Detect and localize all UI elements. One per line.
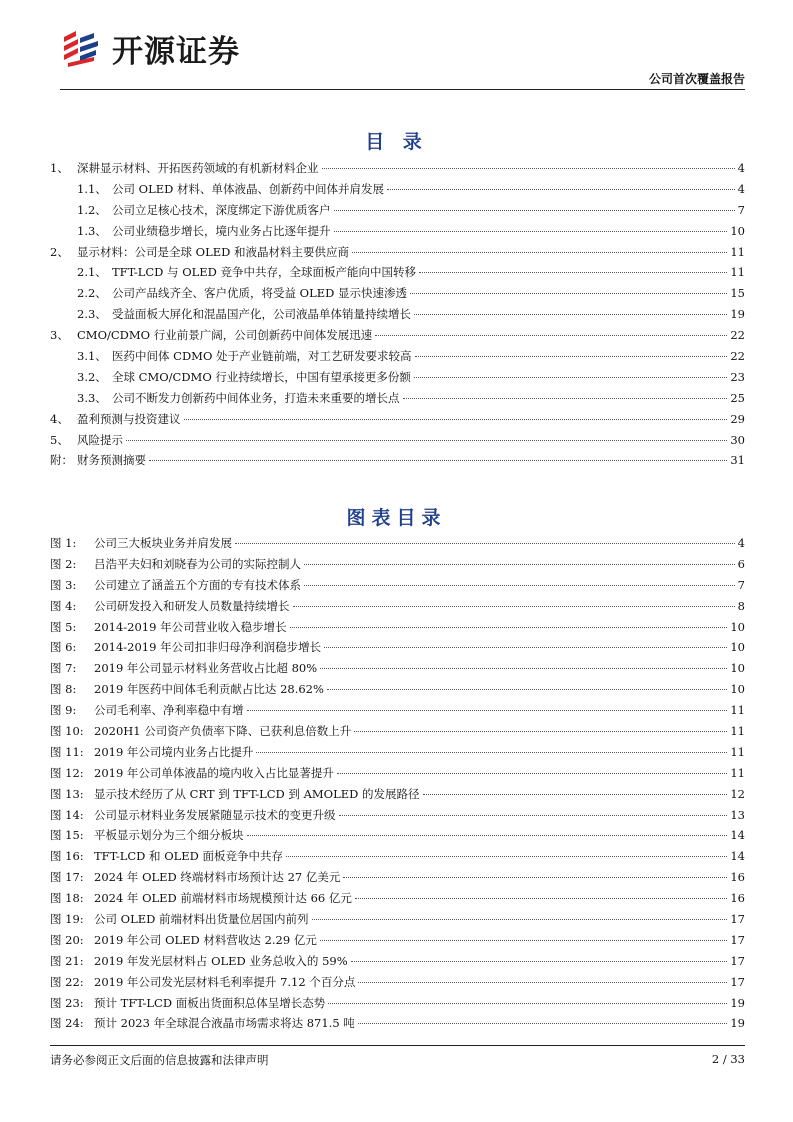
toc-entry-number: 2.3、: [77, 307, 107, 322]
figure-entry-page: 10: [730, 640, 745, 655]
figure-leader-dots: [304, 564, 735, 565]
figure-entry-number: 图 10:: [50, 724, 84, 739]
figure-leader-dots: [358, 1023, 728, 1024]
figure-entry[interactable]: [50, 974, 745, 995]
figure-leader-dots: [351, 961, 728, 962]
toc-entry[interactable]: [50, 160, 745, 181]
figure-entry-title[interactable]: 2019 年医药中间体毛利贡献占比达 28.62%: [94, 682, 324, 697]
figure-entry-title[interactable]: 2019 年公司单体液晶的境内收入占比显著提升: [94, 765, 334, 780]
figure-entry-number: 图 9:: [50, 703, 77, 718]
figure-entry-title[interactable]: 公司三大板块业务并肩发展: [94, 536, 232, 550]
figure-entry-title[interactable]: 2019 年公司境内业务占比提升: [94, 744, 254, 759]
figure-entry[interactable]: [50, 723, 745, 744]
figure-entry-number: 图 7:: [50, 661, 77, 676]
toc-leader-dots: [126, 440, 727, 441]
figure-leader-dots: [304, 585, 735, 586]
toc-entry-page: 30: [730, 432, 745, 447]
toc-leader-dots: [375, 335, 727, 336]
figure-entry-title[interactable]: 2020H1 公司资产负债率下降、已获利息倍数上升: [94, 724, 352, 739]
toc-entry[interactable]: [50, 369, 745, 390]
toc-entry-page: 4: [737, 161, 745, 175]
figure-entry-title[interactable]: 2024 年 OLED 前端材料市场规模预计达 66 亿元: [94, 891, 352, 906]
figure-entry[interactable]: [50, 995, 745, 1016]
figure-entry-page: 13: [730, 807, 745, 822]
figure-leader-dots: [337, 773, 727, 774]
figure-entry-page: 4: [737, 536, 745, 550]
toc-entry-page: 11: [730, 265, 745, 280]
brand-logo: [60, 26, 240, 71]
toc-entry-number: 3.3、: [77, 390, 107, 405]
figure-entry-page: 11: [730, 724, 745, 739]
toc-entry-number: 1.3、: [77, 223, 107, 238]
figure-entry[interactable]: [50, 702, 745, 723]
figure-entry-number: 图 11:: [50, 744, 84, 759]
toc-entry-page: 25: [730, 390, 745, 405]
toc-leader-dots: [149, 460, 727, 461]
figure-entry-number: 图 1:: [50, 536, 77, 550]
toc-leader-dots: [184, 419, 728, 420]
figure-entry-page: 6: [737, 556, 745, 571]
toc-entry[interactable]: [50, 348, 745, 369]
figure-entry-page: 17: [730, 932, 745, 947]
figure-leader-dots: [290, 627, 728, 628]
toc-entry-page: 31: [730, 453, 745, 468]
page-footer: [50, 1045, 745, 1068]
toc-entry[interactable]: [50, 202, 745, 223]
toc-entry-number: 1、: [50, 161, 69, 175]
toc-entry[interactable]: [50, 306, 745, 327]
toc-entry-number: 3.1、: [77, 349, 107, 364]
figure-entry[interactable]: [50, 660, 745, 681]
figure-entry-page: 16: [730, 870, 745, 885]
figure-entry-number: 图 14:: [50, 807, 84, 822]
toc-entry-title[interactable]: 财务预测摘要: [77, 453, 146, 468]
figure-entry-number: 图 23:: [50, 995, 84, 1010]
figure-entry-title[interactable]: 平板显示划分为三个细分板块: [94, 828, 244, 843]
figure-leader-dots: [324, 647, 727, 648]
toc-entry-title[interactable]: 显示材料：公司是全球 OLED 和液晶材料主要供应商: [77, 244, 349, 259]
figure-list: [50, 535, 745, 1036]
figure-entry-number: 图 15:: [50, 828, 84, 843]
figure-entry-number: 图 4:: [50, 598, 77, 613]
toc-entry[interactable]: [50, 285, 745, 306]
page-number: 2 / 33: [711, 1052, 745, 1066]
toc-entry[interactable]: [50, 327, 745, 348]
figure-entry-title[interactable]: 预计 TFT-LCD 面板出货面积总体呈增长态势: [94, 995, 326, 1010]
toc-entry-title[interactable]: 公司立足核心技术，深度绑定下游优质客户: [112, 202, 331, 217]
figure-entry-page: 10: [730, 661, 745, 676]
figure-leader-dots: [293, 606, 735, 607]
toc-leader-dots: [334, 210, 735, 211]
toc-leader-dots: [334, 231, 728, 232]
figure-entry-title[interactable]: 显示技术经历了从 CRT 到 TFT-LCD 到 AMOLED 的发展路径: [94, 786, 420, 801]
toc-entry[interactable]: [50, 432, 745, 453]
footer-divider: [50, 1045, 745, 1046]
figure-entry-number: 图 2:: [50, 556, 77, 571]
figure-entry-page: 16: [730, 891, 745, 906]
toc-entry[interactable]: [50, 181, 745, 202]
toc-entry-page: 22: [730, 328, 745, 343]
toc-leader-dots: [322, 168, 735, 169]
figure-entry-number: 图 20:: [50, 932, 84, 947]
toc-entry-title[interactable]: TFT-LCD 与 OLED 竞争中共存，全球面板产能向中国转移: [112, 265, 417, 280]
figure-entry[interactable]: [50, 535, 745, 556]
figure-entry-number: 图 18:: [50, 891, 84, 906]
figure-entry-page: 8: [737, 598, 745, 613]
toc-leader-dots: [410, 293, 727, 294]
figure-entry-page: 17: [730, 974, 745, 989]
figure-leader-dots: [354, 731, 727, 732]
figure-entry-number: 图 8:: [50, 682, 77, 697]
figure-leader-dots: [247, 835, 728, 836]
figure-entry-title[interactable]: 2014-2019 年公司营业收入稳步增长: [94, 619, 287, 634]
figure-leader-dots: [320, 940, 728, 941]
figure-entry-page: 7: [737, 577, 745, 592]
toc-entry[interactable]: [50, 223, 745, 244]
figure-leader-dots: [312, 919, 728, 920]
toc-entry-page: 29: [730, 411, 745, 426]
toc-leader-dots: [352, 252, 727, 253]
figure-entry-title[interactable]: 公司建立了涵盖五个方面的专有技术体系: [94, 577, 301, 592]
toc-entry[interactable]: [50, 390, 745, 411]
figure-entry[interactable]: [50, 556, 745, 577]
report-type: 公司首次覆盖报告: [648, 72, 745, 86]
toc-entry[interactable]: [50, 411, 745, 432]
figure-entry-page: 14: [730, 828, 745, 843]
figure-entry[interactable]: [50, 869, 745, 890]
figure-entry-number: 图 17:: [50, 870, 84, 885]
toc-entry-title[interactable]: 深耕显示材料、开拓医药领域的有机新材料企业: [77, 161, 319, 175]
figure-entry[interactable]: [50, 639, 745, 660]
toc-entry-page: 19: [730, 307, 745, 322]
figure-entry-number: 图 12:: [50, 765, 84, 780]
toc-entry-number: 3、: [50, 328, 69, 343]
toc-leader-dots: [419, 272, 727, 273]
toc-entry-page: 7: [737, 202, 745, 217]
figure-entry-page: 10: [730, 619, 745, 634]
figure-entry-number: 图 5:: [50, 619, 77, 634]
toc-leader-dots: [415, 356, 728, 357]
footer-disclaimer: 请务必参阅正文后面的信息披露和法律声明: [50, 1053, 269, 1067]
toc-leader-dots: [414, 314, 727, 315]
figure-entry-title[interactable]: 2019 年公司显示材料业务营收占比超 80%: [94, 661, 318, 676]
toc-entry-number: 5、: [50, 432, 69, 447]
figure-entry-title[interactable]: 2024 年 OLED 终端材料市场预计达 27 亿美元: [94, 870, 341, 885]
figure-entry-page: 17: [730, 912, 745, 927]
figure-entry[interactable]: [50, 765, 745, 786]
toc-entry-page: 4: [737, 181, 745, 196]
toc-entry-title[interactable]: 盈利预测与投资建议: [77, 411, 181, 426]
figure-leader-dots: [343, 877, 727, 878]
figure-leader-dots: [423, 794, 728, 795]
figure-leader-dots: [327, 689, 727, 690]
figure-entry-number: 图 3:: [50, 577, 77, 592]
figure-entry[interactable]: [50, 577, 745, 598]
figure-entry-page: 11: [730, 765, 745, 780]
brand-logo-icon: [60, 29, 104, 69]
figure-leader-dots: [256, 752, 727, 753]
figure-entry-title[interactable]: 公司毛利率、净利率稳中有增: [94, 703, 244, 718]
figure-entry[interactable]: [50, 1015, 745, 1036]
figure-entry-title[interactable]: TFT-LCD 和 OLED 面板竞争中共存: [94, 849, 284, 864]
figure-entry-number: 图 19:: [50, 912, 84, 927]
toc-entry-title[interactable]: 风险提示: [77, 432, 123, 447]
toc-entry-page: 22: [730, 349, 745, 364]
toc-entry-number: 2.2、: [77, 286, 107, 301]
toc-leader-dots: [414, 377, 727, 378]
figure-entry-number: 图 16:: [50, 849, 84, 864]
figure-leader-dots: [247, 710, 728, 711]
toc-entry[interactable]: [50, 244, 745, 265]
figure-entry-page: 19: [730, 995, 745, 1010]
figure-entry-number: 图 24:: [50, 1016, 84, 1031]
toc-entry-title[interactable]: 公司不断发力创新药中间体业务，打造未来重要的增长点: [112, 390, 400, 405]
brand-name: 开源证券: [112, 34, 240, 70]
figure-leader-dots: [286, 856, 727, 857]
figure-leader-dots: [320, 668, 727, 669]
figure-entry[interactable]: [50, 827, 745, 848]
figure-leader-dots: [358, 982, 727, 983]
figure-leader-dots: [235, 543, 735, 544]
figure-entry[interactable]: [50, 890, 745, 911]
figure-entry[interactable]: [50, 681, 745, 702]
toc-entry-page: 23: [730, 369, 745, 384]
figure-entry[interactable]: [50, 598, 745, 619]
toc-entry-page: 10: [730, 223, 745, 238]
figure-entry[interactable]: [50, 807, 745, 828]
toc-entry-page: 15: [730, 286, 745, 301]
toc-entry-number: 附：: [50, 453, 73, 468]
figure-leader-dots: [339, 815, 728, 816]
figure-entry[interactable]: [50, 953, 745, 974]
figure-entry-title[interactable]: 2019 年公司发光层材料毛利率提升 7.12 个百分点: [94, 974, 356, 989]
toc-leader-dots: [403, 398, 728, 399]
figure-entry[interactable]: [50, 911, 745, 932]
toc-entry-title[interactable]: CMO/CDMO 行业前景广阔，公司创新药中间体发展迅速: [77, 328, 373, 343]
toc-entry-title[interactable]: 公司 OLED 材料、单体液晶、创新药中间体并肩发展: [112, 181, 384, 196]
toc-entry-number: 2.1、: [77, 265, 107, 280]
toc-entry-title[interactable]: 医药中间体 CDMO 处于产业链前端，对工艺研发要求较高: [112, 349, 412, 364]
toc-entry-number: 3.2、: [77, 369, 107, 384]
figure-entry[interactable]: [50, 786, 745, 807]
figure-entry-title[interactable]: 2019 年公司 OLED 材料营收达 2.29 亿元: [94, 932, 317, 947]
figure-entry-title[interactable]: 公司研发投入和研发人员数量持续增长: [94, 598, 290, 613]
figure-leader-dots: [328, 1003, 727, 1004]
toc-entry-number: 1.1、: [77, 181, 107, 196]
toc-entry-number: 2、: [50, 244, 69, 259]
figure-entry-title[interactable]: 公司 OLED 前端材料出货量位居国内前列: [94, 912, 309, 927]
toc-entry-number: 4、: [50, 411, 69, 426]
figure-entry-title[interactable]: 2019 年发光层材料占 OLED 业务总收入的 59%: [94, 953, 348, 968]
toc-title: 目 录: [365, 131, 428, 153]
figure-entry[interactable]: [50, 744, 745, 765]
header-divider: [60, 89, 745, 90]
figure-list-title: 图表目录: [346, 507, 447, 529]
toc-leader-dots: [387, 189, 735, 190]
toc-entry-title[interactable]: 受益面板大屏化和混晶国产化，公司液晶单体销量持续增长: [112, 307, 411, 322]
figure-entry[interactable]: [50, 848, 745, 869]
figure-entry[interactable]: [50, 932, 745, 953]
figure-entry-number: 图 6:: [50, 640, 77, 655]
figure-entry-title[interactable]: 公司显示材料业务发展紧随显示技术的变更升级: [94, 807, 336, 822]
figure-entry-page: 11: [730, 703, 745, 718]
toc-entry-title[interactable]: 公司产品线齐全、客户优质，将受益 OLED 显示快速渗透: [112, 286, 407, 301]
toc-entry-title[interactable]: 全球 CMO/CDMO 行业持续增长，中国有望承接更多份额: [112, 369, 411, 384]
figure-entry-page: 10: [730, 682, 745, 697]
page-header: [60, 20, 745, 92]
figure-entry-page: 14: [730, 849, 745, 864]
figure-entry[interactable]: [50, 619, 745, 640]
figure-leader-dots: [355, 898, 728, 899]
figure-entry-page: 12: [730, 786, 745, 801]
toc-entry-number: 1.2、: [77, 202, 107, 217]
table-of-contents: [50, 160, 745, 473]
figure-entry-number: 图 13:: [50, 786, 84, 801]
toc-entry[interactable]: [50, 452, 745, 473]
toc-entry-title[interactable]: 公司业绩稳步增长，境内业务占比逐年提升: [112, 223, 331, 238]
figure-entry-title[interactable]: 预计 2023 年全球混合液晶市场需求将达 871.5 吨: [94, 1016, 355, 1031]
figure-entry-title[interactable]: 2014-2019 年公司扣非归母净利润稳步增长: [94, 640, 322, 655]
toc-entry[interactable]: [50, 264, 745, 285]
toc-entry-page: 11: [730, 244, 745, 259]
figure-entry-number: 图 22:: [50, 974, 84, 989]
figure-entry-page: 19: [730, 1016, 745, 1031]
figure-entry-page: 17: [730, 953, 745, 968]
figure-entry-page: 11: [730, 744, 745, 759]
figure-entry-number: 图 21:: [50, 953, 84, 968]
figure-entry-title[interactable]: 吕浩平夫妇和刘晓春为公司的实际控制人: [94, 556, 301, 571]
